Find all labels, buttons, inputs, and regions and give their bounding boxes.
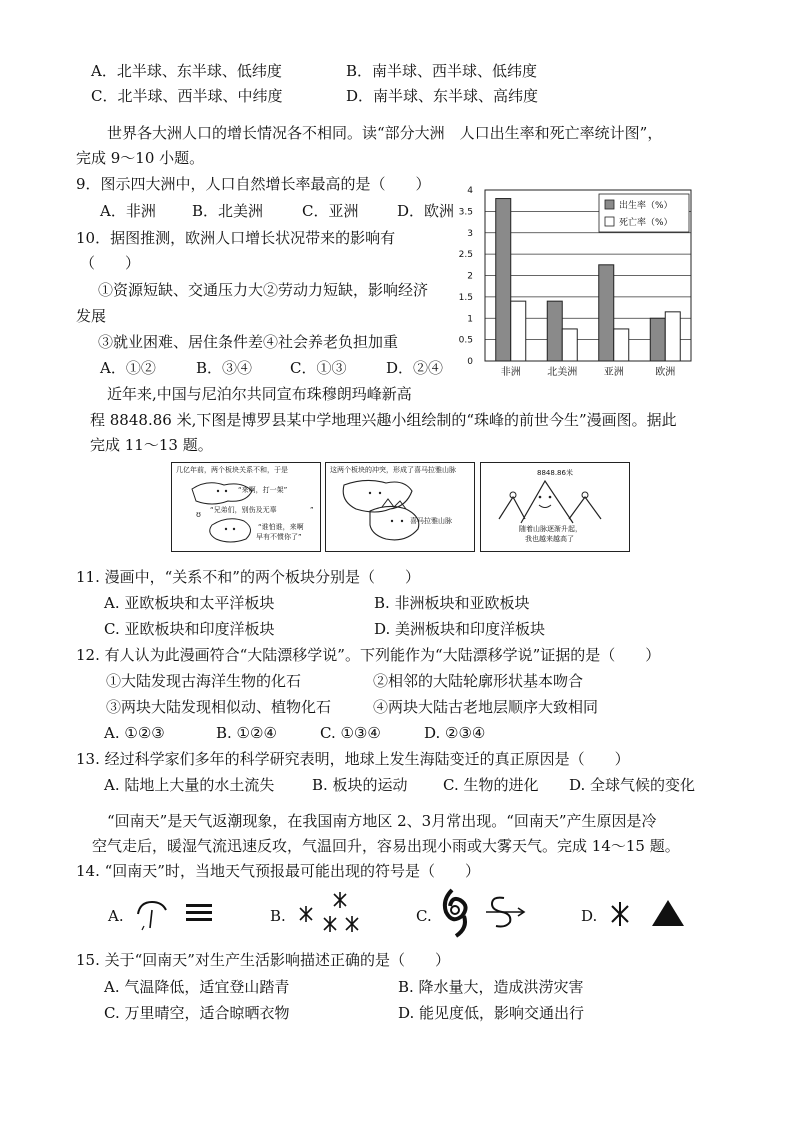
q10-option-a: A．①② [100,359,156,377]
bar [665,312,680,361]
comic-p3-bubble-1: 随着山脉逐渐升起， [519,525,582,533]
snow-and-hail-symbol-icon [604,892,694,936]
q12-option-b: B. ①②④ [216,724,277,742]
q8-option-c: C．北半球、西半球、中纬度 [91,87,283,105]
intro-11-13-line3: 完成 11～13 题。 [90,436,213,454]
x-tick-label: 亚洲 [603,367,624,378]
snow-symbol-icon [290,888,380,940]
q12-option-c: C. ①③④ [320,724,381,742]
q9-option-b: B．北美洲 [192,202,264,220]
q13-option-a: A. 陆地上大量的水土流失 [104,776,275,794]
intro-9-10-line1: 世界各大洲人口的增长情况各不相同。读“部分大洲 人口出生率和死亡率统计图”， [107,124,663,142]
intro-14-15-line2: 空气走后，暖湿气流迅速反攻，气温回升，容易出现小雨或大雾天气。完成 14～15 题。 [92,837,680,855]
q13-option-b: B. 板块的运动 [312,776,408,794]
q15-stem: 15. 关于“回南天”对生产生活影响描述正确的是（ ） [76,951,450,969]
comic-p2-label: 喜马拉雅山脉 [410,517,452,525]
comic-p3-height: 8848.86米 [537,469,573,477]
q15-option-b: B. 降水量大，造成洪涝灾害 [398,978,584,996]
bar [562,329,577,361]
q15-option-c: C. 万里晴空，适合晾晒衣物 [104,1004,290,1022]
bar [650,318,665,361]
q10-option-c: C．①③ [290,359,347,377]
intro-14-15-line1: “回南天”是天气返潮现象，在我国南方地区 2、3月常出现。“回南天”产生原因是冷 [107,812,657,830]
q14-stem: 14. “回南天”时，当地天气预报最可能出现的符号是（ ） [76,862,480,880]
q14-option-c: C. [416,907,432,925]
intro-9-10-line2: 完成 9～10 小题。 [76,149,205,167]
q12-statement-2: ②相邻的大陆轮廓形状基本吻合 [373,672,584,690]
q10-statement-1: ①资源短缺、交通压力大②劳动力短缺，影响经济 [98,281,429,299]
bar [511,301,526,361]
y-tick-label: 0 [467,357,473,367]
x-tick-label: 北美洲 [547,367,578,378]
q9-option-a: A．非洲 [100,202,156,220]
x-tick-label: 非洲 [500,367,521,378]
q10-statement-2: ③就业困难、居住条件差④社会养老负担加重 [98,333,399,351]
q10-option-b: B．③④ [196,359,253,377]
legend-label: 死亡率（%） [619,218,673,228]
q9-option-d: D．欧洲 [397,202,455,220]
y-tick-label: 3.5 [458,207,473,218]
drizzle-and-fog-symbol-icon [126,892,221,936]
comic-p1-caption: 几亿年前，两个板块关系不和，于是 [176,466,288,474]
intro-11-13-line1: 近年来,中国与尼泊尔共同宣布珠穆朗玛峰新高 [107,385,412,403]
typhoon-and-wind-symbol-icon [438,886,528,940]
y-tick-label: 4 [467,186,473,196]
comic-p3-bubble-2: 我也越来越高了 [525,535,574,543]
legend-swatch [605,217,614,226]
q8-option-a: A．北半球、东半球、低纬度 [91,62,282,80]
comic-panel-1 [171,462,321,552]
q14-option-b: B. [270,907,286,925]
q13-stem: 13. 经过科学家们多年的科学研究表明，地球上发生海陆变迁的真正原因是（ ） [76,750,630,768]
comic-panel-2 [325,462,475,552]
comic-p1-bubble-1: “来啊，打一架” [238,486,288,494]
q13-option-c: C. 生物的进化 [443,776,539,794]
q12-option-a: A. ①②③ [104,724,165,742]
q12-statement-1: ①大陆发现古海洋生物的化石 [106,672,302,690]
q12-statement-3: ③两块大陆发现相似动、植物化石 [106,698,332,716]
q15-option-d: D. 能见度低，影响交通出行 [398,1004,585,1022]
y-tick-label: 3 [467,228,473,239]
comic-p1-bubble-3b: 早有不惯你了” [256,533,302,541]
y-tick-label: 2 [467,271,473,282]
intro-11-13-line2: 程 8848.86 米,下图是博罗县某中学地理兴趣小组绘制的“珠峰的前世今生”漫画图。据此 [90,411,677,429]
q9-option-c: C．亚洲 [302,202,359,220]
q9-stem: 9．图示四大洲中，人口自然增长率最高的是（ ） [76,175,431,193]
y-tick-label: 0.5 [458,335,473,346]
comic-p1-bubble-2-end: ” [310,506,314,514]
q11-option-d: D. 美洲板块和印度洋板块 [374,620,546,638]
comic-p2-caption: 这两个板块的冲突，形成了喜马拉雅山脉 [330,466,456,474]
x-tick-label: 欧洲 [655,367,676,378]
svg-text:ʊ: ʊ [196,510,201,519]
q11-option-c: C. 亚欧板块和印度洋板块 [104,620,275,638]
q13-option-d: D. 全球气候的变化 [569,776,696,794]
q10-option-d: D．②④ [386,359,444,377]
q10-statement-1-cont: 发展 [76,307,107,325]
q12-statement-4: ④两块大陆古老地层顺序大致相同 [373,698,599,716]
population-bar-chart [455,180,705,380]
y-tick-label: 1 [467,314,473,325]
q14-option-a: A. [108,907,124,925]
bar [496,199,511,361]
q11-option-b: B. 非洲板块和亚欧板块 [374,594,530,612]
comic-p1-bubble-3a: “谁怕谁，来啊 [258,523,304,531]
q11-stem: 11. 漫画中，“关系不和”的两个板块分别是（ ） [76,568,420,586]
bar [614,329,629,361]
q11-option-a: A. 亚欧板块和太平洋板块 [104,594,275,612]
comic-p1-bubble-2: “兄弟们，别伤及无辜 [210,506,277,514]
legend-swatch [605,200,614,209]
q8-option-d: D．南半球、东半球、高纬度 [346,87,539,105]
plates-collision-illustration [326,463,474,551]
q15-option-a: A. 气温降低，适宜登山踏青 [104,978,290,996]
comic-panel-3 [480,462,630,552]
q14-option-d: D. [581,907,598,925]
y-tick-label: 1.5 [458,292,473,303]
q10-paren: （ ） [80,254,141,272]
q8-option-b: B．南半球、西半球、低纬度 [346,62,538,80]
y-tick-label: 2.5 [458,250,473,261]
bar [547,301,562,361]
q10-stem: 10．据图推测，欧洲人口增长状况带来的影响有 [76,229,396,247]
bar [599,265,614,361]
legend-label: 出生率（%） [619,201,673,211]
q12-stem: 12. 有人认为此漫画符合“大陆漂移学说”。下列能作为“大陆漂移学说”证据的是（ ） [76,646,661,664]
q12-option-d: D. ②③④ [424,724,486,742]
